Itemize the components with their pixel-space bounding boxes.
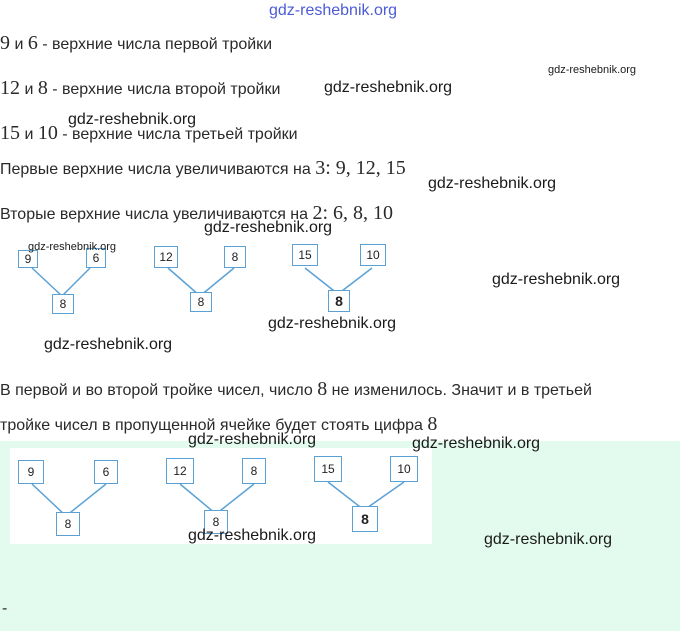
- set2-triple3-top-right: 10: [390, 456, 418, 482]
- line-conclusion-2: тройке чисел в пропущенной ячейке будет стоять цифра 8: [0, 413, 438, 435]
- watermark: gdz-reshebnik.org: [28, 241, 117, 253]
- watermark: gdz-reshebnik.org: [68, 111, 197, 128]
- line-third-triple: 15 и 10 - верхние числа третьей тройки: [0, 122, 298, 144]
- line-second-increase: Вторые верхние числа увеличиваются на 2: 6, 8, 10: [0, 202, 394, 224]
- watermark: gdz-reshebnik.org: [44, 336, 173, 353]
- watermark: gdz-reshebnik.org: [484, 531, 613, 548]
- watermark: gdz-reshebnik.org: [188, 431, 317, 448]
- trailing-dash: -: [2, 600, 8, 617]
- watermark: gdz-reshebnik.org: [268, 315, 397, 332]
- watermark: gdz-reshebnik.org: [204, 219, 333, 236]
- set2-triple3-bottom: 8: [352, 506, 378, 532]
- watermark: gdz-reshebnik.org: [412, 435, 541, 452]
- set1-triple1-top-left: 9: [18, 250, 38, 268]
- set2-triple1-top-right: 6: [94, 460, 118, 484]
- watermark: gdz-reshebnik.org: [324, 79, 453, 96]
- set1-triple1-top-right: 6: [86, 248, 106, 268]
- set2-triple1-top-left: 9: [18, 460, 44, 484]
- set1-triple2-top-left: 12: [154, 246, 178, 268]
- set2-triple1-bottom: 8: [56, 512, 80, 536]
- set1-triple3-bottom: 8: [328, 290, 350, 312]
- line-second-triple: 12 и 8 - верхние числа второй тройки: [0, 77, 281, 99]
- set1-triple2-bottom: 8: [190, 292, 212, 312]
- set1-triple2-top-right: 8: [224, 246, 246, 268]
- set1-triple3-top-right: 10: [360, 244, 386, 266]
- line-first-increase: Первые верхние числа увеличиваются на 3: 9, 12, 15: [0, 157, 406, 179]
- set1-triple3-top-left: 15: [292, 244, 318, 266]
- line-conclusion-1: В первой и во второй тройке чисел, число 8 не изменилось. Значит и в третьей: [0, 378, 592, 400]
- set2-triple2-top-right: 8: [242, 458, 266, 484]
- watermark: gdz-reshebnik.org: [548, 64, 637, 76]
- watermark: gdz-reshebnik.org: [492, 271, 621, 288]
- line-first-triple: 9 и 6 - верхние числа первой тройки: [0, 32, 273, 54]
- set1-triple1-bottom: 8: [52, 294, 74, 314]
- top-watermark: gdz-reshebnik.org: [269, 2, 398, 19]
- watermark: gdz-reshebnik.org: [188, 527, 317, 544]
- watermark: gdz-reshebnik.org: [428, 175, 557, 192]
- set2-triple2-bottom: 8: [204, 510, 228, 534]
- set2-triple2-top-left: 12: [166, 458, 194, 484]
- set2-triple3-top-left: 15: [314, 456, 342, 482]
